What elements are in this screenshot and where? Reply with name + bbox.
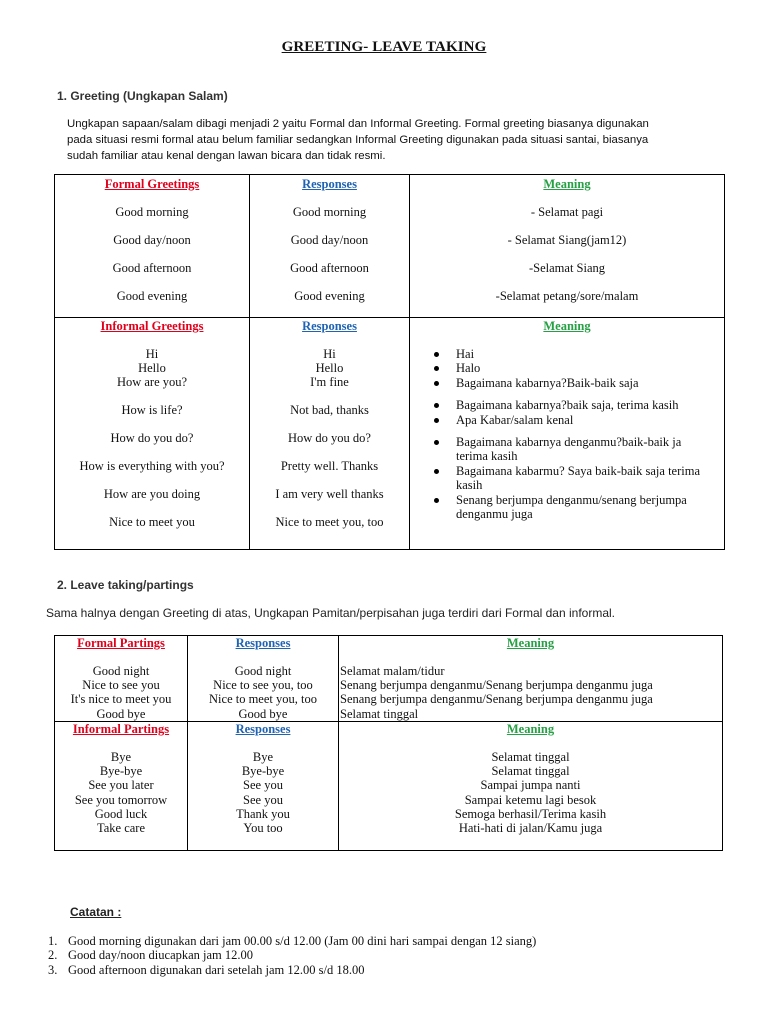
note-text: Good morning digunakan dari jam 00.00 s/d 12.00 (Jam 00 dini hari sampai dengan 12 siang) — [68, 934, 537, 948]
greeting-table — [54, 174, 725, 550]
informal-greeting-item: How do you do? — [110, 430, 194, 445]
meaning-list-item: Bagaimana kabarnya denganmu?baik-baik ja terima kasih — [456, 435, 724, 464]
informal-response-item: Hello — [315, 361, 344, 376]
informal-meaning-cell — [410, 318, 725, 550]
meaning-list-item: Bagaimana kabarnya?baik saja, terima kasih — [456, 398, 724, 412]
formal-response-item: Good morning — [292, 205, 367, 219]
formal-parting-response: Nice to see you, too — [213, 678, 313, 693]
formal-greeting-item: Good evening — [116, 289, 188, 303]
intro-line: pada situasi resmi formal atau belum familiar sedangkan Informal Greeting digunakan pada situasi santai, biasanya — [67, 133, 649, 146]
notes-list — [0, 934, 536, 977]
meaning-list-item: Senang berjumpa denganmu/senang berjumpa denganmu juga — [456, 493, 724, 522]
formal-parting-meaning: Selamat malam/tidur — [340, 664, 445, 678]
informal-greeting-item: Hello — [138, 361, 166, 376]
informal-parting-response: See you — [243, 778, 283, 793]
informal-parting-item: Bye — [110, 750, 132, 764]
informal-partings-responses-cell — [188, 722, 339, 851]
informal-meaning-list — [410, 347, 724, 521]
formal-partings-meaning-header: Meaning — [506, 636, 555, 650]
intro-line: Ungkapan sapaan/salam dibagi menjadi 2 yaitu Formal dan Informal Greeting. Formal greeting biasanya digunakan — [67, 118, 649, 130]
note-item — [48, 962, 536, 977]
formal-greetings-row — [55, 175, 725, 318]
informal-parting-meaning: Sampai jumpa nanti — [480, 778, 581, 793]
formal-response-item: Good afternoon — [290, 261, 369, 275]
formal-parting-response: Good bye — [238, 706, 288, 721]
formal-greeting-item: Good morning — [115, 205, 189, 219]
formal-response-item: Good evening — [294, 289, 365, 303]
partings-table — [54, 635, 723, 851]
informal-response-item: How do you do? — [288, 430, 371, 445]
informal-greetings-header: Informal Greetings — [100, 319, 204, 333]
informal-greetings-row — [55, 318, 725, 550]
note-number: 2. — [48, 948, 58, 963]
formal-meaning-item: -Selamat petang/sore/malam — [495, 289, 639, 303]
notes-heading: Catatan : — [70, 905, 122, 919]
informal-meaning-header: Meaning — [543, 319, 591, 333]
informal-parting-item: See you tomorrow — [74, 792, 168, 807]
note-item — [48, 934, 537, 948]
informal-partings-header: Informal Partings — [72, 722, 170, 736]
informal-response-item: Pretty well. Thanks — [280, 458, 379, 473]
informal-parting-response: Bye-bye — [241, 764, 285, 779]
formal-parting-item: It's nice to meet you — [70, 692, 172, 707]
note-item — [48, 948, 536, 963]
formal-parting-item: Good bye — [96, 706, 146, 721]
informal-greeting-item: How are you? — [116, 375, 188, 390]
formal-greetings-header: Formal Greetings — [104, 177, 200, 191]
informal-partings-responses-header: Responses — [235, 722, 291, 736]
informal-response-item: Not bad, thanks — [290, 402, 369, 417]
informal-partings-meaning-cell — [339, 722, 723, 851]
informal-partings-cell — [55, 722, 188, 851]
meaning-list-item: Bagaimana kabarnya?Baik-baik saja — [456, 376, 724, 390]
formal-partings-responses-cell — [188, 636, 339, 722]
informal-parting-item: Bye-bye — [99, 764, 143, 779]
informal-parting-meaning: Semoga berhasil/Terima kasih — [454, 806, 607, 821]
informal-parting-meaning: Sampai ketemu lagi besok — [464, 792, 597, 807]
informal-parting-meaning: Hati-hati di jalan/Kamu juga — [458, 821, 603, 836]
formal-parting-meaning: Senang berjumpa denganmu/Senang berjumpa denganmu juga — [340, 678, 653, 693]
meaning-list-item: Apa Kabar/salam kenal — [456, 413, 724, 427]
formal-greetings-cell — [55, 175, 250, 318]
informal-parting-response: Thank you — [236, 806, 290, 821]
formal-responses-header: Responses — [302, 177, 357, 191]
intro-line: sudah familiar atau kenal dengan lawan bicara dan tidak resmi. — [67, 149, 386, 162]
informal-greetings-cell — [55, 318, 250, 550]
informal-greeting-item: How are you doing — [103, 486, 201, 501]
informal-response-item: I am very well thanks — [275, 486, 384, 501]
formal-greeting-item: Good day/noon — [113, 233, 191, 247]
informal-parting-response: See you — [243, 792, 283, 807]
informal-response-item: Hi — [323, 347, 336, 361]
informal-greeting-item: Hi — [145, 347, 159, 361]
meaning-list-item: Halo — [456, 361, 724, 375]
section-leave-taking-heading: 2. Leave taking/partings — [57, 578, 194, 592]
formal-partings-meaning-cell — [339, 636, 723, 722]
formal-parting-item: Nice to see you — [82, 678, 160, 693]
informal-responses-cell — [250, 318, 410, 550]
leave-taking-intro: Sama halnya dengan Greeting di atas, Ungkapan Pamitan/perpisahan juga terdiri dari Formal dan informal. — [46, 606, 615, 620]
informal-partings-row — [55, 722, 723, 851]
informal-partings-meaning-header: Meaning — [506, 722, 555, 736]
formal-meaning-item: - Selamat pagi — [530, 205, 604, 219]
formal-meaning-header: Meaning — [543, 177, 591, 191]
formal-greeting-item: Good afternoon — [112, 261, 192, 275]
informal-greeting-item: How is life? — [121, 402, 183, 417]
informal-parting-meaning: Selamat tinggal — [491, 764, 570, 779]
page-title: GREETING- LEAVE TAKING — [281, 39, 487, 55]
formal-meaning-item: -Selamat Siang — [528, 261, 606, 275]
informal-parting-response: You too — [243, 821, 283, 836]
formal-parting-meaning: Selamat tinggal — [340, 706, 419, 721]
formal-partings-header: Formal Partings — [77, 636, 165, 650]
formal-parting-response: Nice to meet you, too — [209, 692, 317, 707]
informal-response-item: I'm fine — [310, 375, 349, 390]
formal-parting-response: Good night — [234, 664, 292, 678]
informal-parting-response: Bye — [252, 750, 274, 764]
note-number: 1. — [48, 934, 58, 948]
formal-partings-responses-header: Responses — [235, 636, 291, 650]
informal-response-item: Nice to meet you, too — [275, 514, 384, 529]
formal-parting-item: Good night — [92, 664, 150, 678]
informal-responses-header: Responses — [302, 319, 357, 333]
note-number: 3. — [48, 962, 58, 977]
informal-parting-item: See you later — [88, 778, 154, 793]
meaning-list-item: Hai — [456, 347, 724, 361]
informal-greeting-item: Nice to meet you — [109, 514, 195, 529]
note-text: Good day/noon diucapkan jam 12.00 — [68, 948, 254, 963]
section-greeting-heading: 1. Greeting (Ungkapan Salam) — [57, 89, 228, 103]
greeting-intro-paragraph — [67, 117, 722, 164]
formal-partings-cell — [55, 636, 188, 722]
informal-parting-meaning: Selamat tinggal — [491, 750, 570, 764]
formal-responses-cell — [250, 175, 410, 318]
informal-parting-item: Take care — [96, 821, 146, 836]
note-text: Good afternoon digunakan dari setelah jam 12.00 s/d 18.00 — [68, 962, 365, 977]
meaning-list-item: Bagaimana kabarmu? Saya baik-baik saja terima kasih — [456, 464, 724, 493]
formal-meaning-item: - Selamat Siang(jam12) — [507, 233, 627, 247]
formal-response-item: Good day/noon — [290, 233, 369, 247]
informal-parting-item: Good luck — [94, 806, 148, 821]
formal-meaning-cell — [410, 175, 725, 318]
formal-parting-meaning: Senang berjumpa denganmu/Senang berjumpa denganmu juga — [340, 692, 653, 707]
formal-partings-row — [55, 636, 723, 722]
informal-greeting-item: How is everything with you? — [79, 458, 225, 473]
